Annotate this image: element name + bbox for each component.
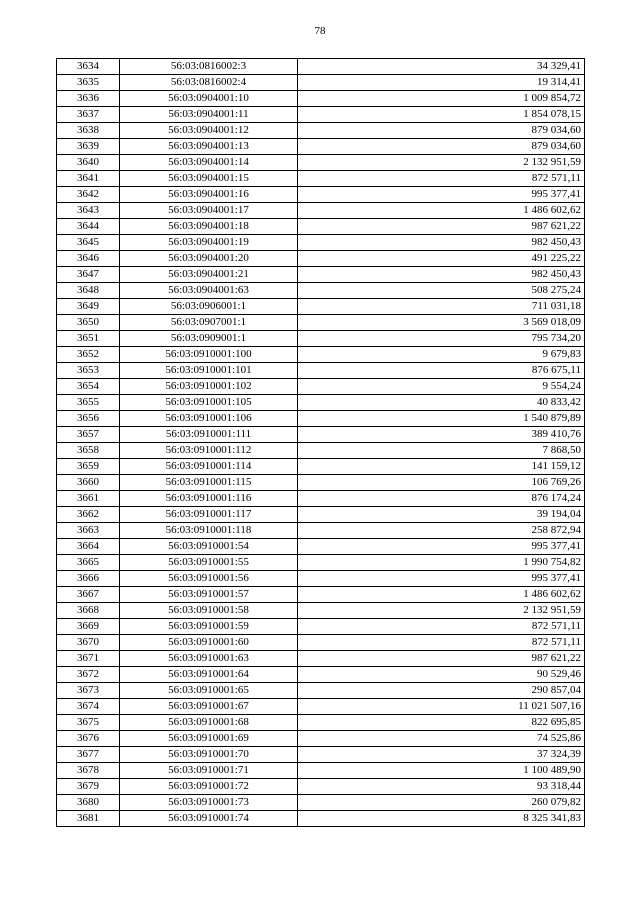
row-number-cell: 3637 <box>57 107 120 123</box>
cadastral-value-cell: 879 034,60 <box>298 139 585 155</box>
table-row <box>57 587 585 603</box>
row-number-cell: 3643 <box>57 203 120 219</box>
table-row <box>57 315 585 331</box>
cadastral-value-cell: 34 329,41 <box>298 59 585 75</box>
cadastral-number-cell: 56:03:0816002:4 <box>120 75 298 91</box>
cadastral-number-cell: 56:03:0910001:70 <box>120 747 298 763</box>
table-row <box>57 171 585 187</box>
row-number-cell: 3660 <box>57 475 120 491</box>
cadastral-value-cell: 290 857,04 <box>298 683 585 699</box>
row-number-cell: 3677 <box>57 747 120 763</box>
table-row <box>57 203 585 219</box>
cadastral-number-cell: 56:03:0910001:117 <box>120 507 298 523</box>
row-number-cell: 3654 <box>57 379 120 395</box>
cadastral-number-cell: 56:03:0910001:114 <box>120 459 298 475</box>
row-number-cell: 3634 <box>57 59 120 75</box>
row-number-cell: 3650 <box>57 315 120 331</box>
row-number-cell: 3668 <box>57 603 120 619</box>
row-number-cell: 3641 <box>57 171 120 187</box>
cadastral-number-cell: 56:03:0904001:19 <box>120 235 298 251</box>
cadastral-value-cell: 1 990 754,82 <box>298 555 585 571</box>
table-row <box>57 747 585 763</box>
cadastral-value-cell: 987 621,22 <box>298 651 585 667</box>
table-row <box>57 699 585 715</box>
cadastral-number-cell: 56:03:0910001:74 <box>120 811 298 827</box>
cadastral-value-cell: 1 100 489,90 <box>298 763 585 779</box>
table-row <box>57 219 585 235</box>
cadastral-number-cell: 56:03:0910001:101 <box>120 363 298 379</box>
cadastral-number-cell: 56:03:0910001:64 <box>120 667 298 683</box>
row-number-cell: 3681 <box>57 811 120 827</box>
table-row <box>57 347 585 363</box>
cadastral-number-cell: 56:03:0910001:65 <box>120 683 298 699</box>
cadastral-number-cell: 56:03:0910001:55 <box>120 555 298 571</box>
table-row <box>57 571 585 587</box>
cadastral-value-cell: 872 571,11 <box>298 619 585 635</box>
row-number-cell: 3670 <box>57 635 120 651</box>
table-row <box>57 507 585 523</box>
cadastral-value-cell: 872 571,11 <box>298 635 585 651</box>
cadastral-number-cell: 56:03:0904001:12 <box>120 123 298 139</box>
table-row <box>57 75 585 91</box>
cadastral-number-cell: 56:03:0910001:60 <box>120 635 298 651</box>
cadastral-value-cell: 93 318,44 <box>298 779 585 795</box>
cadastral-value-cell: 508 275,24 <box>298 283 585 299</box>
cadastral-number-cell: 56:03:0910001:63 <box>120 651 298 667</box>
cadastral-number-cell: 56:03:0904001:21 <box>120 267 298 283</box>
cadastral-value-cell: 982 450,43 <box>298 267 585 283</box>
table-row <box>57 667 585 683</box>
row-number-cell: 3662 <box>57 507 120 523</box>
cadastral-value-cell: 1 486 602,62 <box>298 203 585 219</box>
table-row <box>57 603 585 619</box>
cadastral-number-cell: 56:03:0910001:72 <box>120 779 298 795</box>
table-row <box>57 491 585 507</box>
cadastral-value-cell: 389 410,76 <box>298 427 585 443</box>
cadastral-value-cell: 1 854 078,15 <box>298 107 585 123</box>
cadastral-value-cell: 876 675,11 <box>298 363 585 379</box>
cadastral-number-cell: 56:03:0910001:116 <box>120 491 298 507</box>
table-row <box>57 523 585 539</box>
cadastral-number-cell: 56:03:0904001:18 <box>120 219 298 235</box>
cadastral-value-cell: 74 525,86 <box>298 731 585 747</box>
table-row <box>57 619 585 635</box>
table-row <box>57 443 585 459</box>
row-number-cell: 3640 <box>57 155 120 171</box>
cadastral-number-cell: 56:03:0910001:106 <box>120 411 298 427</box>
cadastral-value-cell: 40 833,42 <box>298 395 585 411</box>
row-number-cell: 3638 <box>57 123 120 139</box>
table-body <box>57 59 585 827</box>
row-number-cell: 3649 <box>57 299 120 315</box>
table-row <box>57 459 585 475</box>
cadastral-value-cell: 19 314,41 <box>298 75 585 91</box>
row-number-cell: 3658 <box>57 443 120 459</box>
cadastral-number-cell: 56:03:0904001:63 <box>120 283 298 299</box>
cadastral-value-cell: 2 132 951,59 <box>298 155 585 171</box>
cadastral-number-cell: 56:03:0910001:112 <box>120 443 298 459</box>
row-number-cell: 3679 <box>57 779 120 795</box>
row-number-cell: 3635 <box>57 75 120 91</box>
table-row <box>57 651 585 667</box>
row-number-cell: 3675 <box>57 715 120 731</box>
table-row <box>57 683 585 699</box>
table-row <box>57 59 585 75</box>
cadastral-value-cell: 872 571,11 <box>298 171 585 187</box>
row-number-cell: 3652 <box>57 347 120 363</box>
cadastral-number-cell: 56:03:0910001:71 <box>120 763 298 779</box>
cadastral-value-cell: 39 194,04 <box>298 507 585 523</box>
cadastral-number-cell: 56:03:0910001:100 <box>120 347 298 363</box>
cadastral-number-cell: 56:03:0910001:115 <box>120 475 298 491</box>
cadastral-value-cell: 491 225,22 <box>298 251 585 267</box>
cadastral-number-cell: 56:03:0910001:118 <box>120 523 298 539</box>
row-number-cell: 3655 <box>57 395 120 411</box>
cadastral-value-cell: 995 377,41 <box>298 571 585 587</box>
cadastral-number-cell: 56:03:0904001:11 <box>120 107 298 123</box>
cadastral-number-cell: 56:03:0816002:3 <box>120 59 298 75</box>
row-number-cell: 3646 <box>57 251 120 267</box>
cadastral-value-cell: 106 769,26 <box>298 475 585 491</box>
cadastral-number-cell: 56:03:0910001:54 <box>120 539 298 555</box>
row-number-cell: 3656 <box>57 411 120 427</box>
cadastral-value-cell: 8 325 341,83 <box>298 811 585 827</box>
cadastral-number-cell: 56:03:0904001:16 <box>120 187 298 203</box>
cadastral-number-cell: 56:03:0904001:20 <box>120 251 298 267</box>
row-number-cell: 3644 <box>57 219 120 235</box>
row-number-cell: 3642 <box>57 187 120 203</box>
cadastral-value-cell: 995 377,41 <box>298 187 585 203</box>
cadastral-number-cell: 56:03:0910001:57 <box>120 587 298 603</box>
cadastral-value-cell: 37 324,39 <box>298 747 585 763</box>
cadastral-value-cell: 879 034,60 <box>298 123 585 139</box>
cadastral-number-cell: 56:03:0910001:56 <box>120 571 298 587</box>
table-row <box>57 427 585 443</box>
cadastral-value-cell: 9 679,83 <box>298 347 585 363</box>
row-number-cell: 3665 <box>57 555 120 571</box>
cadastral-number-cell: 56:03:0910001:111 <box>120 427 298 443</box>
cadastral-number-cell: 56:03:0910001:73 <box>120 795 298 811</box>
cadastral-value-cell: 982 450,43 <box>298 235 585 251</box>
cadastral-value-cell: 1 486 602,62 <box>298 587 585 603</box>
row-number-cell: 3661 <box>57 491 120 507</box>
row-number-cell: 3666 <box>57 571 120 587</box>
row-number-cell: 3674 <box>57 699 120 715</box>
table-row <box>57 283 585 299</box>
cadastral-number-cell: 56:03:0904001:15 <box>120 171 298 187</box>
table-row <box>57 363 585 379</box>
cadastral-value-cell: 795 734,20 <box>298 331 585 347</box>
cadastral-number-cell: 56:03:0910001:58 <box>120 603 298 619</box>
table-row <box>57 811 585 827</box>
cadastral-value-cell: 9 554,24 <box>298 379 585 395</box>
cadastral-number-cell: 56:03:0904001:10 <box>120 91 298 107</box>
table-row <box>57 187 585 203</box>
cadastral-number-cell: 56:03:0904001:17 <box>120 203 298 219</box>
cadastral-value-cell: 711 031,18 <box>298 299 585 315</box>
cadastral-number-cell: 56:03:0907001:1 <box>120 315 298 331</box>
table-row <box>57 411 585 427</box>
cadastral-number-cell: 56:03:0909001:1 <box>120 331 298 347</box>
table-row <box>57 779 585 795</box>
row-number-cell: 3659 <box>57 459 120 475</box>
cadastral-number-cell: 56:03:0904001:14 <box>120 155 298 171</box>
table-row <box>57 155 585 171</box>
table-row <box>57 555 585 571</box>
table-row <box>57 235 585 251</box>
table-row <box>57 251 585 267</box>
cadastral-value-cell: 2 132 951,59 <box>298 603 585 619</box>
table-row <box>57 299 585 315</box>
table-row <box>57 331 585 347</box>
cadastral-number-cell: 56:03:0910001:69 <box>120 731 298 747</box>
cadastral-value-cell: 7 868,50 <box>298 443 585 459</box>
row-number-cell: 3671 <box>57 651 120 667</box>
table-row <box>57 475 585 491</box>
row-number-cell: 3651 <box>57 331 120 347</box>
cadastral-number-cell: 56:03:0910001:67 <box>120 699 298 715</box>
cadastral-value-cell: 260 079,82 <box>298 795 585 811</box>
row-number-cell: 3636 <box>57 91 120 107</box>
table-row <box>57 395 585 411</box>
row-number-cell: 3672 <box>57 667 120 683</box>
cadastral-value-cell: 1 009 854,72 <box>298 91 585 107</box>
table-row <box>57 635 585 651</box>
cadastral-number-cell: 56:03:0906001:1 <box>120 299 298 315</box>
row-number-cell: 3645 <box>57 235 120 251</box>
row-number-cell: 3647 <box>57 267 120 283</box>
row-number-cell: 3648 <box>57 283 120 299</box>
row-number-cell: 3653 <box>57 363 120 379</box>
table-row <box>57 795 585 811</box>
cadastral-number-cell: 56:03:0910001:105 <box>120 395 298 411</box>
row-number-cell: 3676 <box>57 731 120 747</box>
table-row <box>57 379 585 395</box>
table-row <box>57 107 585 123</box>
table-row <box>57 539 585 555</box>
table-row <box>57 139 585 155</box>
row-number-cell: 3639 <box>57 139 120 155</box>
table-row <box>57 763 585 779</box>
cadastral-number-cell: 56:03:0910001:68 <box>120 715 298 731</box>
row-number-cell: 3663 <box>57 523 120 539</box>
page-number: 78 <box>314 25 326 37</box>
row-number-cell: 3678 <box>57 763 120 779</box>
cadastral-value-cell: 876 174,24 <box>298 491 585 507</box>
table-row <box>57 267 585 283</box>
row-number-cell: 3669 <box>57 619 120 635</box>
cadastral-value-cell: 3 569 018,09 <box>298 315 585 331</box>
cadastral-value-cell: 141 159,12 <box>298 459 585 475</box>
row-number-cell: 3664 <box>57 539 120 555</box>
cadastral-value-cell: 1 540 879,89 <box>298 411 585 427</box>
table-row <box>57 715 585 731</box>
cadastral-value-table <box>56 58 585 827</box>
cadastral-value-cell: 987 621,22 <box>298 219 585 235</box>
cadastral-value-cell: 995 377,41 <box>298 539 585 555</box>
table-row <box>57 123 585 139</box>
cadastral-value-cell: 11 021 507,16 <box>298 699 585 715</box>
row-number-cell: 3673 <box>57 683 120 699</box>
cadastral-number-cell: 56:03:0910001:59 <box>120 619 298 635</box>
cadastral-value-cell: 258 872,94 <box>298 523 585 539</box>
row-number-cell: 3657 <box>57 427 120 443</box>
table-row <box>57 91 585 107</box>
row-number-cell: 3680 <box>57 795 120 811</box>
cadastral-number-cell: 56:03:0904001:13 <box>120 139 298 155</box>
cadastral-number-cell: 56:03:0910001:102 <box>120 379 298 395</box>
row-number-cell: 3667 <box>57 587 120 603</box>
cadastral-value-cell: 90 529,46 <box>298 667 585 683</box>
table-row <box>57 731 585 747</box>
cadastral-value-cell: 822 695,85 <box>298 715 585 731</box>
